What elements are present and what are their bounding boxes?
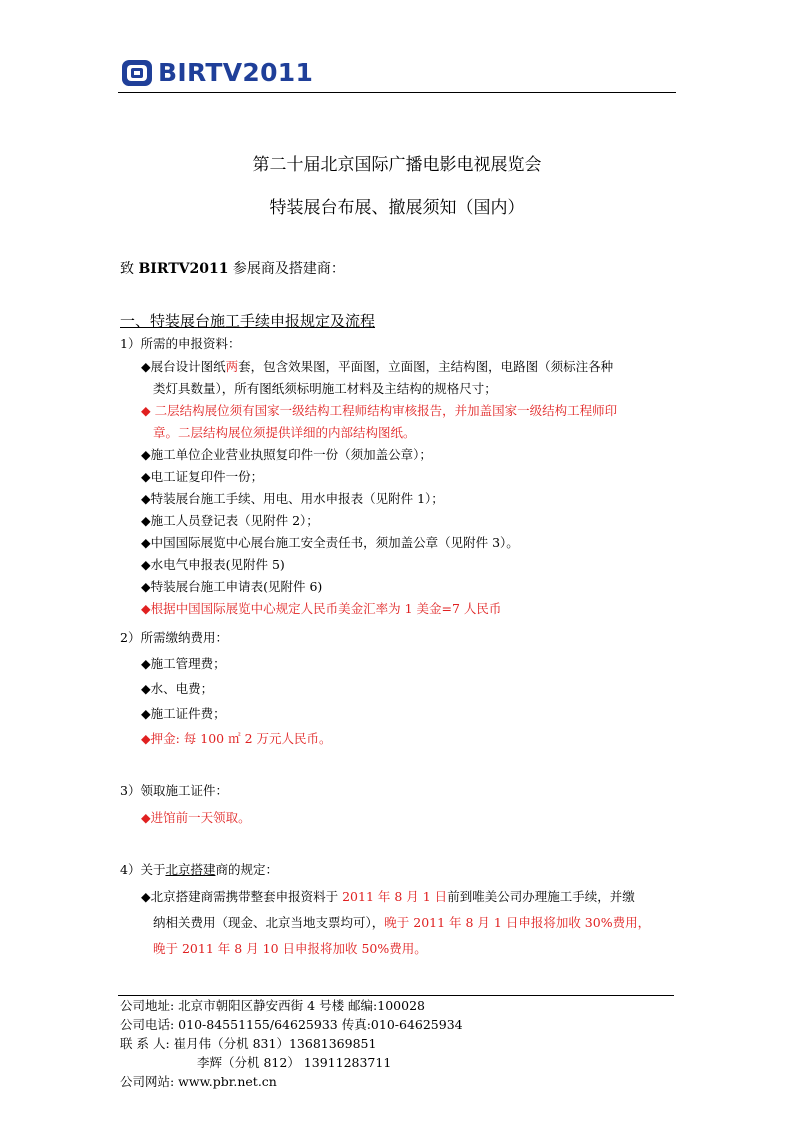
footer-divider: [118, 995, 674, 996]
header-divider: [118, 92, 676, 93]
salutation: 致 BIRTV2011 参展商及搭建商：: [120, 261, 345, 277]
list-item-continued: 章。二层结构展位须提供详细的内部结构图纸。: [153, 425, 416, 440]
footer-address: 公司地址: 北京市朝阳区静安西街 4 号楼 邮编:100028: [120, 998, 425, 1013]
list-item-continued: 类灯具数量），所有图纸须标明施工材料及主结构的规格尺寸；: [153, 381, 497, 396]
list-item-continued: 晚于 2011 年 8 月 10 日申报将加收 50%费用。: [153, 941, 427, 956]
list-item: ◆中国国际展览中心展台施工安全责任书，须加盖公章（见附件 3）。: [141, 535, 519, 550]
list-item: ◆进馆前一天领取。: [141, 810, 251, 825]
list-item: ◆展台设计图纸两套，包含效果图，平面图，立面图，主结构图，电路图（须标注各种: [141, 359, 614, 374]
birtv-logo-icon: [122, 58, 152, 88]
list-item: ◆ 二层结构展位须有国家一级结构工程师结构审核报告，并加盖国家一级结构工程师印: [141, 403, 618, 418]
list-item-continued: 纳相关费用（现金、北京当地支票均可），晚于 2011 年 8 月 1 日申报将加收 30%费用，: [153, 915, 651, 930]
list-item: ◆施工人员登记表（见附件 2）；: [141, 513, 319, 528]
subsection-label: 2）所需缴纳费用：: [120, 630, 228, 645]
subsection-label: 4）关于北京搭建商的规定：: [120, 862, 278, 877]
list-item: ◆特装展台施工申请表(见附件 6): [141, 579, 323, 594]
list-item: ◆北京搭建商需携带整套申报资料于 2011 年 8 月 1 日前到唯美公司办理施工手续，并缴: [141, 889, 635, 904]
list-item: ◆押金: 每 100 ㎡ 2 万元人民币。: [141, 731, 332, 746]
footer-contact: 联 系 人: 崔月伟（分机 831）13681369851: [120, 1036, 377, 1051]
footer-phone: 公司电话: 010-84551155/64625933 传真:010-64625934: [120, 1017, 463, 1032]
list-item: ◆施工管理费；: [141, 656, 226, 671]
list-item: ◆根据中国国际展览中心规定人民币美金汇率为 1 美金=7 人民币: [141, 601, 502, 616]
section-heading: 一、特装展台施工手续申报规定及流程: [120, 312, 376, 330]
salutation-bold: BIRTV2011: [138, 261, 229, 277]
list-item: ◆施工单位企业营业执照复印件一份（须加盖公章）；: [141, 447, 432, 462]
document-title: 第二十届北京国际广播电影电视展览会: [252, 155, 542, 175]
birtv-logo: [122, 58, 313, 88]
list-item: ◆施工证件费；: [141, 706, 226, 721]
footer-website: 公司网站: www.pbr.net.cn: [120, 1074, 277, 1089]
subsection-label: 3）领取施工证件：: [120, 783, 228, 798]
list-item: ◆电工证复印件一份；: [141, 469, 264, 484]
subsection-label: 1）所需的申报资料：: [120, 336, 241, 351]
footer-contact: 李辉（分机 812） 13911283711: [197, 1055, 392, 1070]
list-item: ◆特装展台施工手续、用电、用水申报表（见附件 1）；: [141, 491, 444, 506]
list-item: ◆水电气申报表(见附件 5): [141, 557, 285, 572]
document-subtitle: 特装展台布展、撤展须知（国内）: [269, 198, 525, 218]
logo-text: BIRTV2011: [158, 58, 314, 87]
list-item: ◆水、电费；: [141, 681, 214, 696]
